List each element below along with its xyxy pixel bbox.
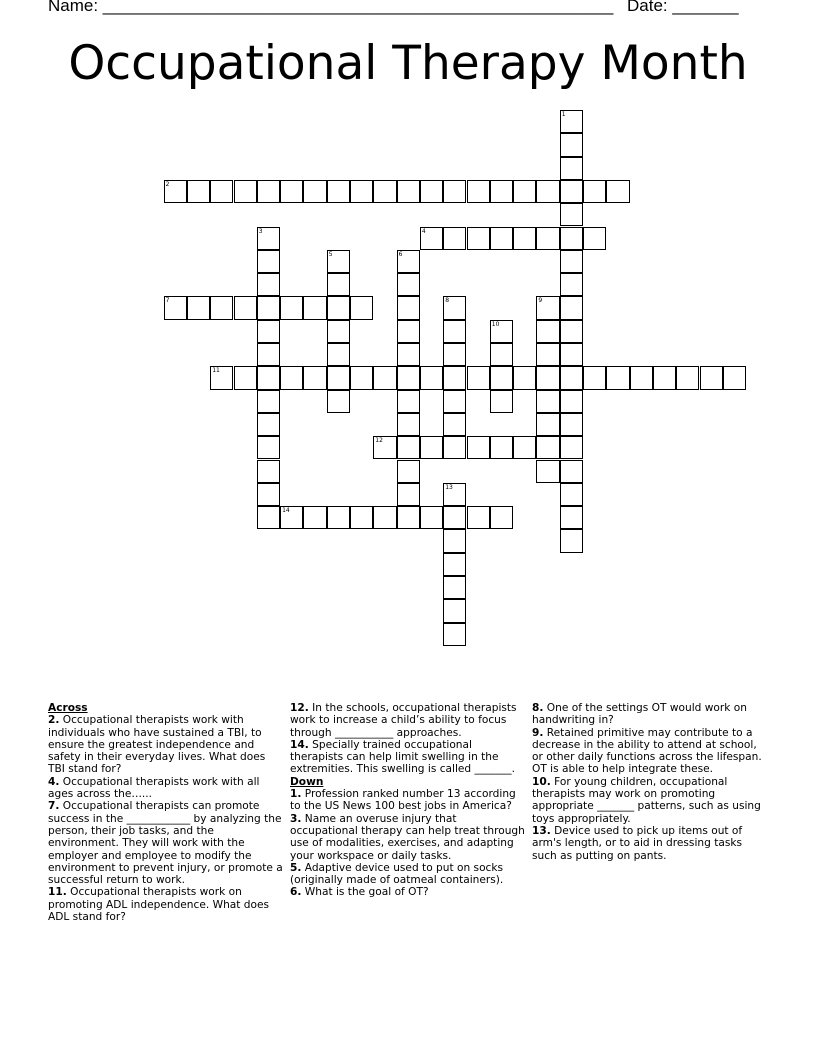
name-field-label: Name: ______________________________________________________ bbox=[48, 0, 614, 15]
crossword-cell[interactable] bbox=[373, 180, 396, 203]
crossword-cell[interactable] bbox=[164, 180, 187, 203]
clue-down-13: 13. Device used to pick up items out of arm's length, or to aid in dressing tasks such as putting on pants. bbox=[532, 824, 743, 862]
crossword-cell[interactable] bbox=[583, 366, 606, 389]
crossword-cell[interactable] bbox=[420, 506, 443, 529]
crossword-cell[interactable] bbox=[257, 273, 280, 296]
clue-column-1 bbox=[48, 702, 283, 923]
crossword-cell[interactable] bbox=[257, 506, 280, 529]
crossword-cell[interactable] bbox=[373, 436, 396, 459]
crossword-cell[interactable] bbox=[536, 343, 559, 366]
crossword-cell[interactable] bbox=[583, 180, 606, 203]
crossword-cell[interactable] bbox=[257, 343, 280, 366]
clue-number: 3 bbox=[258, 227, 263, 235]
crossword-cell[interactable] bbox=[606, 366, 629, 389]
crossword-cell[interactable] bbox=[443, 599, 466, 622]
clue-across-12: 12. In the schools, occupational therapists work to increase a child’s ability to focus through ___________ approaches. bbox=[290, 702, 517, 739]
crossword-cell[interactable] bbox=[303, 296, 326, 319]
crossword-cell[interactable] bbox=[420, 180, 443, 203]
clue-number: 2 bbox=[165, 180, 170, 188]
crossword-cell[interactable] bbox=[397, 250, 420, 273]
crossword-cell[interactable] bbox=[327, 390, 350, 413]
crossword-cell[interactable] bbox=[210, 296, 233, 319]
crossword-cell[interactable] bbox=[560, 436, 583, 459]
crossword-cell[interactable] bbox=[560, 320, 583, 343]
crossword-cell[interactable] bbox=[560, 529, 583, 552]
clue-number: 5 bbox=[328, 250, 333, 258]
crossword-cell[interactable] bbox=[234, 180, 257, 203]
crossword-cell[interactable] bbox=[536, 366, 559, 389]
crossword-cell[interactable] bbox=[490, 390, 513, 413]
crossword-cell[interactable] bbox=[420, 227, 443, 250]
clue-across-14: 14. Specially trained occupational therapists can help limit swelling in the extremities. This swelling is called _______. bbox=[290, 738, 515, 776]
crossword-cell[interactable] bbox=[536, 296, 559, 319]
crossword-cell[interactable] bbox=[397, 460, 420, 483]
crossword-cell[interactable] bbox=[723, 366, 746, 389]
crossword-cell[interactable] bbox=[210, 366, 233, 389]
page-title: Occupational Therapy Month bbox=[68, 36, 748, 91]
clue-column-2 bbox=[290, 702, 525, 899]
crossword-cell[interactable] bbox=[560, 413, 583, 436]
crossword-cell[interactable] bbox=[257, 320, 280, 343]
crossword-cell[interactable] bbox=[257, 366, 280, 389]
crossword-cell[interactable] bbox=[490, 343, 513, 366]
crossword-cell[interactable] bbox=[630, 366, 653, 389]
clue-number: 7 bbox=[165, 297, 170, 305]
crossword-cell[interactable] bbox=[257, 390, 280, 413]
crossword-cell[interactable] bbox=[560, 250, 583, 273]
crossword-cell[interactable] bbox=[700, 366, 723, 389]
crossword-cell[interactable] bbox=[420, 366, 443, 389]
clue-across-2: 2. Occupational therapists work with individuals who have sustained a TBI, to ensure the greatest independence and safety in their everyday lives. What does TBI stand for? bbox=[48, 714, 266, 776]
clue-down-10: 10. For young children, occupational therapists may work on promoting appropriate _______ patterns, such as using toys appropriately. bbox=[532, 775, 761, 825]
clue-number: 14 bbox=[282, 507, 290, 515]
crossword-cell[interactable] bbox=[536, 390, 559, 413]
crossword-cell[interactable] bbox=[536, 460, 559, 483]
crossword-cell[interactable] bbox=[257, 413, 280, 436]
crossword-cell[interactable] bbox=[443, 343, 466, 366]
clue-number: 12 bbox=[375, 437, 383, 445]
clue-number: 1 bbox=[561, 111, 566, 118]
crossword-cell[interactable] bbox=[327, 296, 350, 319]
crossword-cell[interactable] bbox=[397, 506, 420, 529]
crossword-cell[interactable] bbox=[490, 320, 513, 343]
crossword-cell[interactable] bbox=[490, 366, 513, 389]
crossword-cell[interactable] bbox=[513, 180, 536, 203]
clue-number: 8 bbox=[445, 297, 450, 305]
clue-across-7: 7. Occupational therapists can promote success in the ____________ by analyzing the person, their job tasks, and the environment. They will work with the employer and employee to modify the environment to prevent injury, or promote a successful return to work. bbox=[48, 800, 283, 887]
crossword-cell[interactable] bbox=[443, 436, 466, 459]
clue-number: 11 bbox=[212, 367, 220, 375]
clue-across-11: 11. Occupational therapists work on promoting ADL independence. What does ADL stand for? bbox=[48, 886, 270, 924]
crossword-cell[interactable] bbox=[303, 366, 326, 389]
crossword-cell[interactable] bbox=[420, 436, 443, 459]
crossword-cell[interactable] bbox=[606, 180, 629, 203]
clue-down-1: 1. Profession ranked number 13 according to the US News 100 best jobs in America? bbox=[290, 788, 516, 813]
clue-number: 9 bbox=[538, 297, 543, 305]
crossword-cell[interactable] bbox=[536, 227, 559, 250]
crossword-cell[interactable] bbox=[187, 296, 210, 319]
clue-column-3 bbox=[532, 702, 767, 862]
crossword-cell[interactable] bbox=[280, 366, 303, 389]
crossword-cell[interactable] bbox=[560, 506, 583, 529]
crossword-cell[interactable] bbox=[280, 296, 303, 319]
crossword-cell[interactable] bbox=[443, 366, 466, 389]
crossword-cell[interactable] bbox=[490, 180, 513, 203]
clue-down-5: 5. Adaptive device used to put on socks (originally made of oatmeal containers). bbox=[290, 861, 504, 887]
crossword-cell[interactable] bbox=[513, 227, 536, 250]
crossword-cell[interactable] bbox=[257, 180, 280, 203]
crossword-cell[interactable] bbox=[234, 366, 257, 389]
crossword-cell[interactable] bbox=[676, 366, 699, 389]
crossword-cell[interactable] bbox=[303, 180, 326, 203]
clue-down-9: 9. Retained primitive may contribute to a decrease in the ability to attend at school, or other daily functions across the lifespan. OT is able to help integrate these. bbox=[532, 726, 762, 776]
crossword-cell[interactable] bbox=[467, 436, 490, 459]
crossword-cell[interactable] bbox=[467, 506, 490, 529]
clue-number: 4 bbox=[421, 227, 426, 235]
crossword-cell[interactable] bbox=[443, 506, 466, 529]
crossword-cell[interactable] bbox=[397, 343, 420, 366]
crossword-cell[interactable] bbox=[536, 436, 559, 459]
crossword-cell[interactable] bbox=[373, 366, 396, 389]
crossword-cell[interactable] bbox=[397, 483, 420, 506]
crossword-cell[interactable] bbox=[350, 296, 373, 319]
crossword-cell[interactable] bbox=[560, 110, 583, 133]
crossword-cell[interactable] bbox=[397, 273, 420, 296]
crossword-cell[interactable] bbox=[187, 180, 210, 203]
crossword-cell[interactable] bbox=[560, 483, 583, 506]
crossword-cell[interactable] bbox=[397, 320, 420, 343]
crossword-cell[interactable] bbox=[443, 180, 466, 203]
crossword-cell[interactable] bbox=[560, 157, 583, 180]
crossword-cell[interactable] bbox=[513, 436, 536, 459]
crossword-cell[interactable] bbox=[397, 296, 420, 319]
crossword-cell[interactable] bbox=[560, 390, 583, 413]
crossword-cell[interactable] bbox=[327, 506, 350, 529]
down-heading: Down bbox=[290, 775, 324, 788]
crossword-cell[interactable] bbox=[350, 180, 373, 203]
crossword-cell[interactable] bbox=[397, 366, 420, 389]
crossword-cell[interactable] bbox=[467, 227, 490, 250]
crossword-cell[interactable] bbox=[560, 133, 583, 156]
crossword-cell[interactable] bbox=[327, 366, 350, 389]
crossword-cell[interactable] bbox=[443, 320, 466, 343]
crossword-cell[interactable] bbox=[536, 320, 559, 343]
date-field-label: Date: _______ bbox=[627, 0, 739, 15]
crossword-cell[interactable] bbox=[257, 296, 280, 319]
crossword-cell[interactable] bbox=[443, 483, 466, 506]
crossword-cell[interactable] bbox=[257, 250, 280, 273]
crossword-cell[interactable] bbox=[443, 390, 466, 413]
crossword-cell[interactable] bbox=[257, 460, 280, 483]
crossword-cell[interactable] bbox=[327, 343, 350, 366]
clue-across-4: 4. Occupational therapists work with all ages across the…... bbox=[48, 775, 260, 801]
crossword-cell[interactable] bbox=[327, 250, 350, 273]
crossword-cell[interactable] bbox=[397, 436, 420, 459]
crossword-cell[interactable] bbox=[536, 180, 559, 203]
clue-down-3: 3. Name an overuse injury that occupational therapy can help treat through use of modalities, exercises, and adapting your workspace or daily tasks. bbox=[290, 812, 525, 862]
crossword-cell[interactable] bbox=[373, 506, 396, 529]
crossword-cell[interactable] bbox=[303, 506, 326, 529]
crossword-cell[interactable] bbox=[210, 180, 233, 203]
crossword-cell[interactable] bbox=[513, 366, 536, 389]
crossword-cell[interactable] bbox=[560, 227, 583, 250]
crossword-cell[interactable] bbox=[560, 203, 583, 226]
crossword-cell[interactable] bbox=[257, 436, 280, 459]
crossword-cell[interactable] bbox=[536, 413, 559, 436]
clue-down-8: 8. One of the settings OT would work on handwriting in? bbox=[532, 702, 747, 727]
crossword-cell[interactable] bbox=[560, 366, 583, 389]
crossword-cell[interactable] bbox=[257, 227, 280, 250]
crossword-cell[interactable] bbox=[560, 296, 583, 319]
crossword-cell[interactable] bbox=[397, 180, 420, 203]
crossword-cell[interactable] bbox=[467, 180, 490, 203]
crossword-cell[interactable] bbox=[257, 483, 280, 506]
crossword-cell[interactable] bbox=[443, 227, 466, 250]
crossword-cell[interactable] bbox=[490, 227, 513, 250]
crossword-cell[interactable] bbox=[443, 576, 466, 599]
crossword-cell[interactable] bbox=[350, 506, 373, 529]
crossword-cell[interactable] bbox=[327, 180, 350, 203]
crossword-cell[interactable] bbox=[583, 227, 606, 250]
crossword-cell[interactable] bbox=[327, 273, 350, 296]
crossword-cell[interactable] bbox=[443, 296, 466, 319]
crossword-cell[interactable] bbox=[560, 180, 583, 203]
crossword-cell[interactable] bbox=[443, 529, 466, 552]
crossword-cell[interactable] bbox=[164, 296, 187, 319]
crossword-cell[interactable] bbox=[443, 553, 466, 576]
crossword-cell[interactable] bbox=[490, 506, 513, 529]
crossword-cell[interactable] bbox=[350, 366, 373, 389]
crossword-cell[interactable] bbox=[560, 273, 583, 296]
crossword-cell[interactable] bbox=[560, 343, 583, 366]
crossword-cell[interactable] bbox=[560, 460, 583, 483]
clue-number: 13 bbox=[445, 483, 453, 491]
clue-down-6: 6. What is the goal of OT? bbox=[290, 886, 429, 899]
crossword-cell[interactable] bbox=[653, 366, 676, 389]
clue-number: 10 bbox=[491, 320, 500, 328]
crossword-cell[interactable] bbox=[280, 180, 303, 203]
crossword-cell[interactable] bbox=[397, 413, 420, 436]
clue-number: 6 bbox=[398, 250, 403, 258]
crossword-cell[interactable] bbox=[443, 413, 466, 436]
crossword-cell[interactable] bbox=[490, 436, 513, 459]
crossword-cell[interactable] bbox=[234, 296, 257, 319]
crossword-cell[interactable] bbox=[327, 320, 350, 343]
crossword-cell[interactable] bbox=[467, 366, 490, 389]
crossword-cell[interactable] bbox=[280, 506, 303, 529]
crossword-cell[interactable] bbox=[397, 390, 420, 413]
across-heading: Across bbox=[48, 702, 88, 714]
crossword-cell[interactable] bbox=[443, 623, 466, 646]
